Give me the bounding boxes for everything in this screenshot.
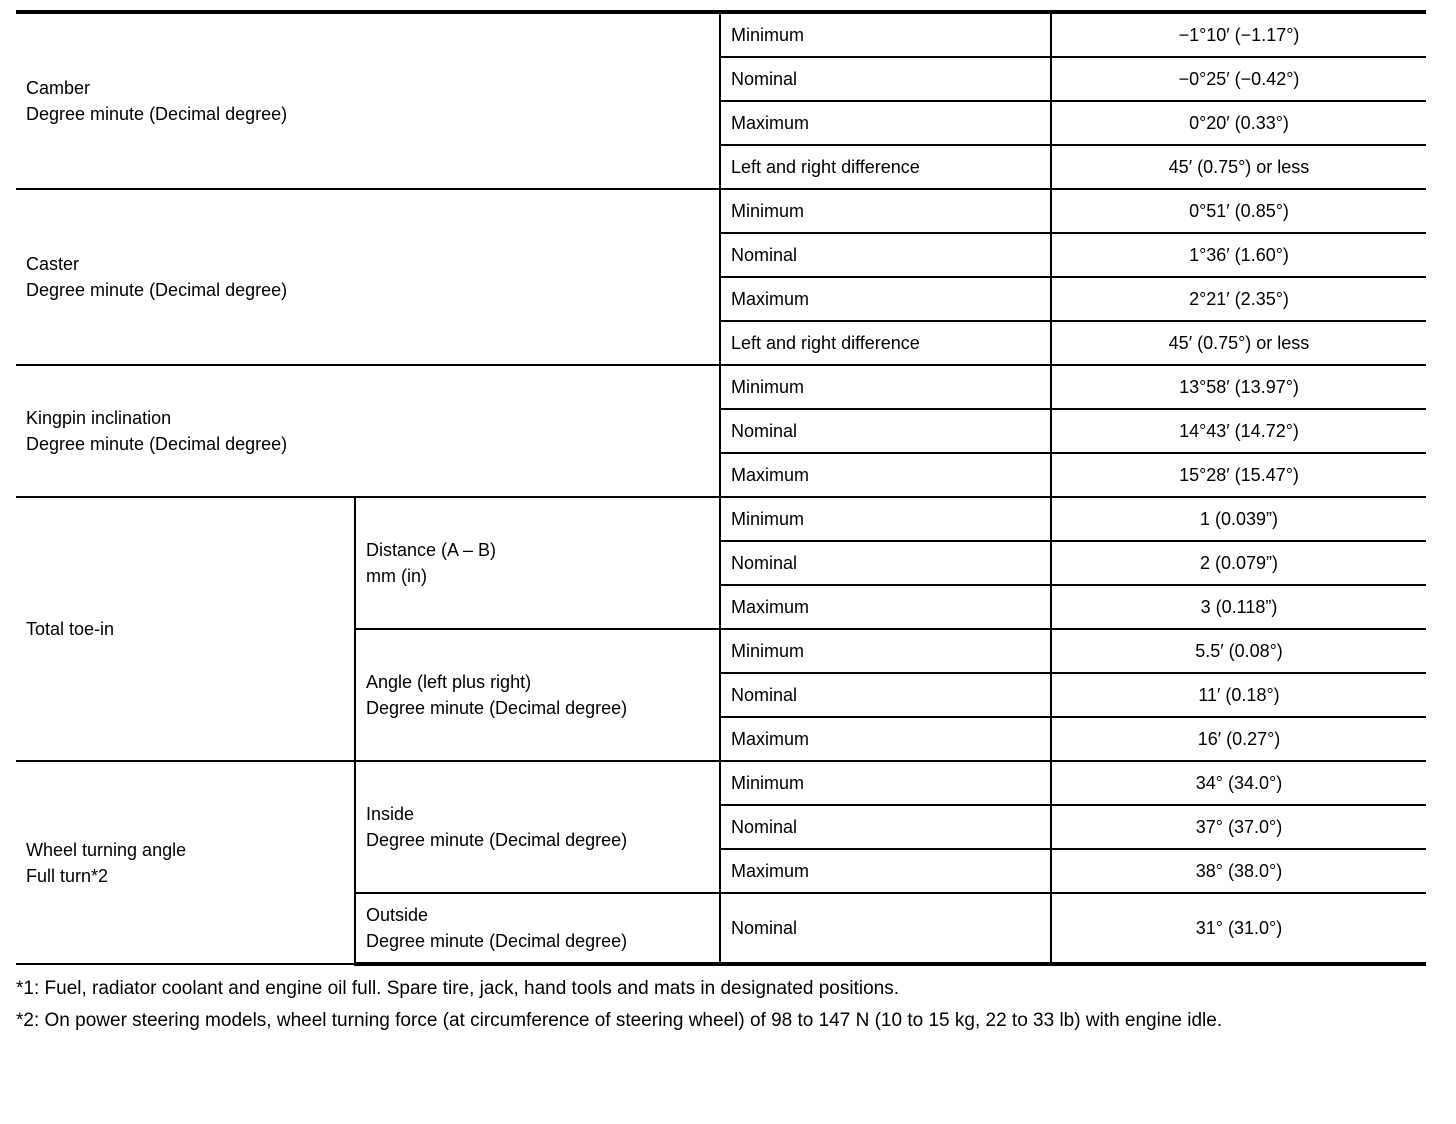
footnote-2: *2: On power steering models, wheel turning force (at circumference of steering wheel) of 98 to 147 N (10 to 15 kg, 22 to 33 lb) with engine idle. — [16, 1010, 1223, 1031]
row-value: 3 (0.118”) — [1051, 585, 1426, 629]
row-label: Maximum — [720, 585, 1051, 629]
row-value: 13°58′ (13.97°) — [1051, 365, 1426, 409]
caster-title: Caster — [26, 254, 80, 274]
kingpin-label-cell — [16, 365, 720, 497]
row-value: 0°20′ (0.33°) — [1051, 101, 1426, 145]
row-value: 45′ (0.75°) or less — [1051, 145, 1426, 189]
row-label: Left and right difference — [720, 321, 1051, 365]
toe-distance-title: Distance (A – B) — [366, 540, 497, 560]
turning-inside-unit: Degree minute (Decimal degree) — [366, 830, 628, 850]
row-value: 14°43′ (14.72°) — [1051, 409, 1426, 453]
table-row — [16, 189, 1426, 233]
row-label: Maximum — [720, 453, 1051, 497]
toe-label-cell — [16, 497, 355, 761]
turning-inside-cell — [355, 761, 720, 893]
row-label: Maximum — [720, 277, 1051, 321]
camber-title: Camber — [26, 78, 91, 98]
kingpin-title: Kingpin inclination — [26, 408, 172, 428]
turning-outside-cell — [355, 893, 720, 964]
row-label: Nominal — [720, 805, 1051, 849]
row-value: 15°28′ (15.47°) — [1051, 453, 1426, 497]
row-label: Minimum — [720, 189, 1051, 233]
row-value: 0°51′ (0.85°) — [1051, 189, 1426, 233]
row-label: Minimum — [720, 365, 1051, 409]
row-label: Left and right difference — [720, 145, 1051, 189]
row-label: Minimum — [720, 497, 1051, 541]
row-value: −0°25′ (−0.42°) — [1051, 57, 1426, 101]
turning-outside-unit: Degree minute (Decimal degree) — [366, 931, 628, 951]
row-value: 16′ (0.27°) — [1051, 717, 1426, 761]
row-label: Nominal — [720, 541, 1051, 585]
row-label: Minimum — [720, 12, 1051, 57]
footnotes — [16, 976, 1426, 1034]
footnote-1: *1: Fuel, radiator coolant and engine oil full. Spare tire, jack, hand tools and mats in designated positions. — [16, 978, 899, 999]
toe-angle-unit: Degree minute (Decimal degree) — [366, 698, 628, 718]
row-value: 45′ (0.75°) or less — [1051, 321, 1426, 365]
kingpin-unit: Degree minute (Decimal degree) — [26, 434, 288, 454]
turning-outside-title: Outside — [366, 905, 429, 925]
camber-unit: Degree minute (Decimal degree) — [26, 104, 288, 124]
toe-angle-title: Angle (left plus right) — [366, 672, 532, 692]
wheel-alignment-table — [16, 10, 1426, 966]
turning-label-cell — [16, 761, 355, 964]
row-label: Nominal — [720, 233, 1051, 277]
row-value: 37° (37.0°) — [1051, 805, 1426, 849]
row-value: 1 (0.039”) — [1051, 497, 1426, 541]
row-label: Nominal — [720, 409, 1051, 453]
table-row — [16, 761, 1426, 805]
toe-distance-unit: mm (in) — [366, 566, 427, 586]
row-value: 11′ (0.18°) — [1051, 673, 1426, 717]
caster-unit: Degree minute (Decimal degree) — [26, 280, 288, 300]
table-row — [16, 12, 1426, 57]
row-value: 38° (38.0°) — [1051, 849, 1426, 893]
row-label: Nominal — [720, 673, 1051, 717]
row-label: Maximum — [720, 717, 1051, 761]
toe-distance-cell — [355, 497, 720, 629]
row-value: −1°10′ (−1.17°) — [1051, 12, 1426, 57]
row-label: Maximum — [720, 849, 1051, 893]
turning-title: Wheel turning angle — [26, 839, 187, 860]
row-value: 2°21′ (2.35°) — [1051, 277, 1426, 321]
caster-label-cell — [16, 189, 720, 365]
camber-label-cell — [16, 12, 720, 189]
table-row — [16, 365, 1426, 409]
toe-title: Total toe-in — [26, 619, 115, 639]
row-value: 5.5′ (0.08°) — [1051, 629, 1426, 673]
turning-inside-title: Inside — [366, 804, 415, 824]
turning-subtitle: Full turn*2 — [26, 865, 109, 886]
row-label: Minimum — [720, 761, 1051, 805]
table-row — [16, 497, 1426, 541]
row-label: Nominal — [720, 57, 1051, 101]
row-value: 1°36′ (1.60°) — [1051, 233, 1426, 277]
row-value: 2 (0.079”) — [1051, 541, 1426, 585]
row-label: Maximum — [720, 101, 1051, 145]
row-value: 34° (34.0°) — [1051, 761, 1426, 805]
row-label: Nominal — [720, 893, 1051, 964]
spec-document — [16, 10, 1426, 1040]
toe-angle-cell — [355, 629, 720, 761]
row-label: Minimum — [720, 629, 1051, 673]
row-value: 31° (31.0°) — [1051, 893, 1426, 964]
